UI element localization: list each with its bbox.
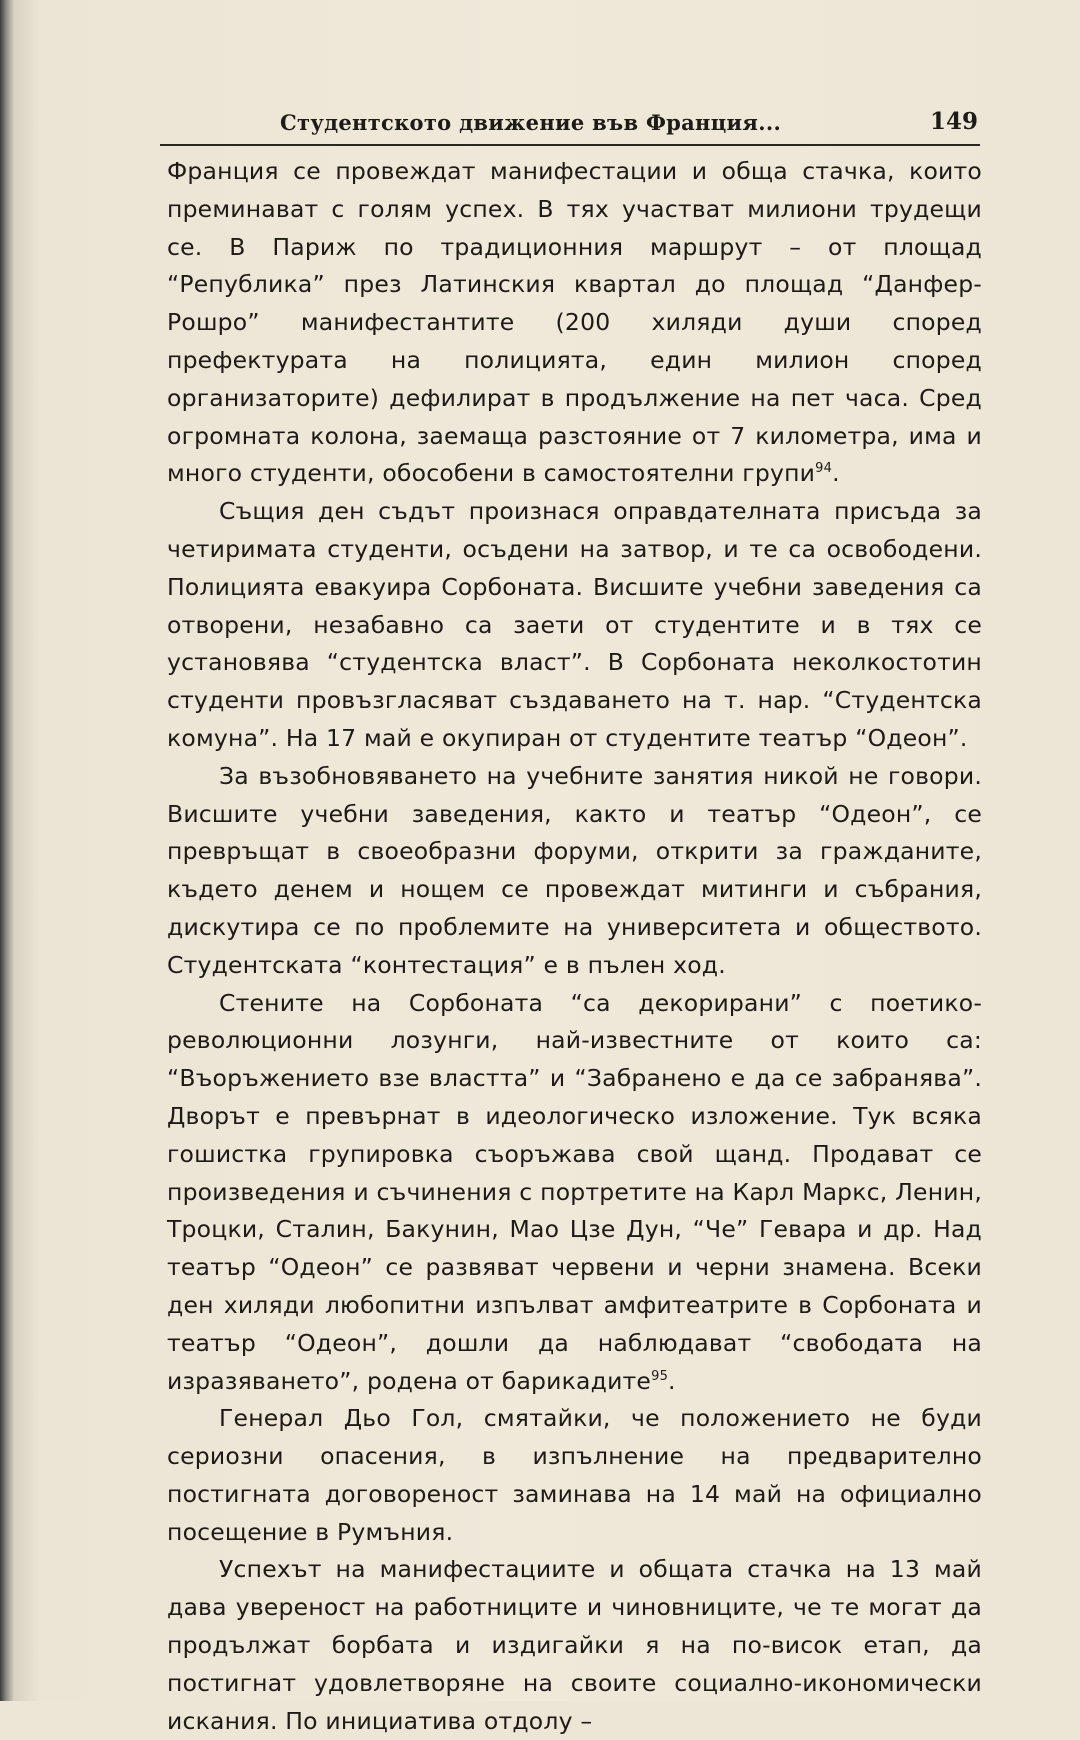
paragraph-continued [167,153,982,493]
footnote-ref-94: 94 [815,461,833,477]
paragraph [167,985,982,1401]
paragraph [167,758,982,985]
footnote-ref-95: 95 [651,1368,669,1384]
body-text [167,153,982,1740]
page-number: 149 [929,108,978,135]
paragraph-text: Успехът на манифестациите и общата стачка на 13 май дава увереност на работниците и чиновниците, че те могат да продължат борбата и издигайки я на по-висок етап, да постигнат удовлетворяне на своите социално-икономически искания. По инициатива отдолу – [167,1555,982,1735]
paragraph-text: Генерал Дьо Гол, смятайки, че положението не буди сериозни опасения, в изпълнение на предварително постигната договореност заминава на 14 май на официално посещение в Румъния. [167,1404,982,1546]
paragraph-text: Стените на Сорбоната “са декорирани” с поетико-революционни лозунги, най-известните от които са: “Въоръжението взе властта” и “Забранено е да се забранява”. Дворът е превърнат в идеологическо изложение. Тук всяка гошистка групировка съоръжава свой щанд. Продават се произведения и съчинения с портретите на Карл Маркс, Ленин, Троцки, Сталин, Бакунин, Мао Цзе Дун, “Че” Гевара и др. Над театър “Одеон” се развяват червени и черни знамена. Всеки ден хиляди любопитни изпълват амфитеатрите в Сорбоната и театър “Одеон”, дошли да наблюдават “свободата на изразяването”, родена от барикадите [167,988,982,1395]
paragraph [167,1400,982,1551]
running-header [160,104,980,146]
paragraph [167,1551,982,1740]
paragraph-tail: . [832,459,840,488]
running-title: Студентското движение във Франция... [280,110,782,135]
paragraph-tail: . [668,1366,676,1395]
paragraph-text: За възобновяването на учебните занятия никой не говори. Висшите учебни заведения, както и театър “Одеон”, се превръщат в своеобразни форуми, открити за гражданите, където денем и нощем се провеждат митинги и събрания, дискутира се по проблемите на университета и обществото. Студентската “контестация” е в пълен ход. [167,761,982,979]
paragraph-text: Същия ден съдът произнася оправдателната присъда за четиримата студенти, осъдени на затвор, и те са освободени. Полицията евакуира Сорбоната. Висшите учебни заведения са отворени, незабавно са заети от студентите и в тях се установява “студентска власт”. В Сорбоната неколкостотин студенти провъзгласяват създаването на т. нар. “Студентска комуна”. На 17 май е окупиран от студентите театър “Одеон”. [167,497,982,752]
paragraph-text: Франция се провеждат манифестации и обща стачка, които преминават с голям успех. В тях участват милиони трудещи се. В Париж по традиционния маршрут – от площад “Република” през Латинския квартал до площад “Данфер-Рошро” манифестантите (200 хиляди души според префектурата на полицията, един милион според организаторите) дефилират в продължение на пет часа. Сред огромната колона, заемаща разстояние от 7 километра, има и много студенти, обособени в самостоятелни групи [167,157,982,488]
paragraph [167,493,982,758]
